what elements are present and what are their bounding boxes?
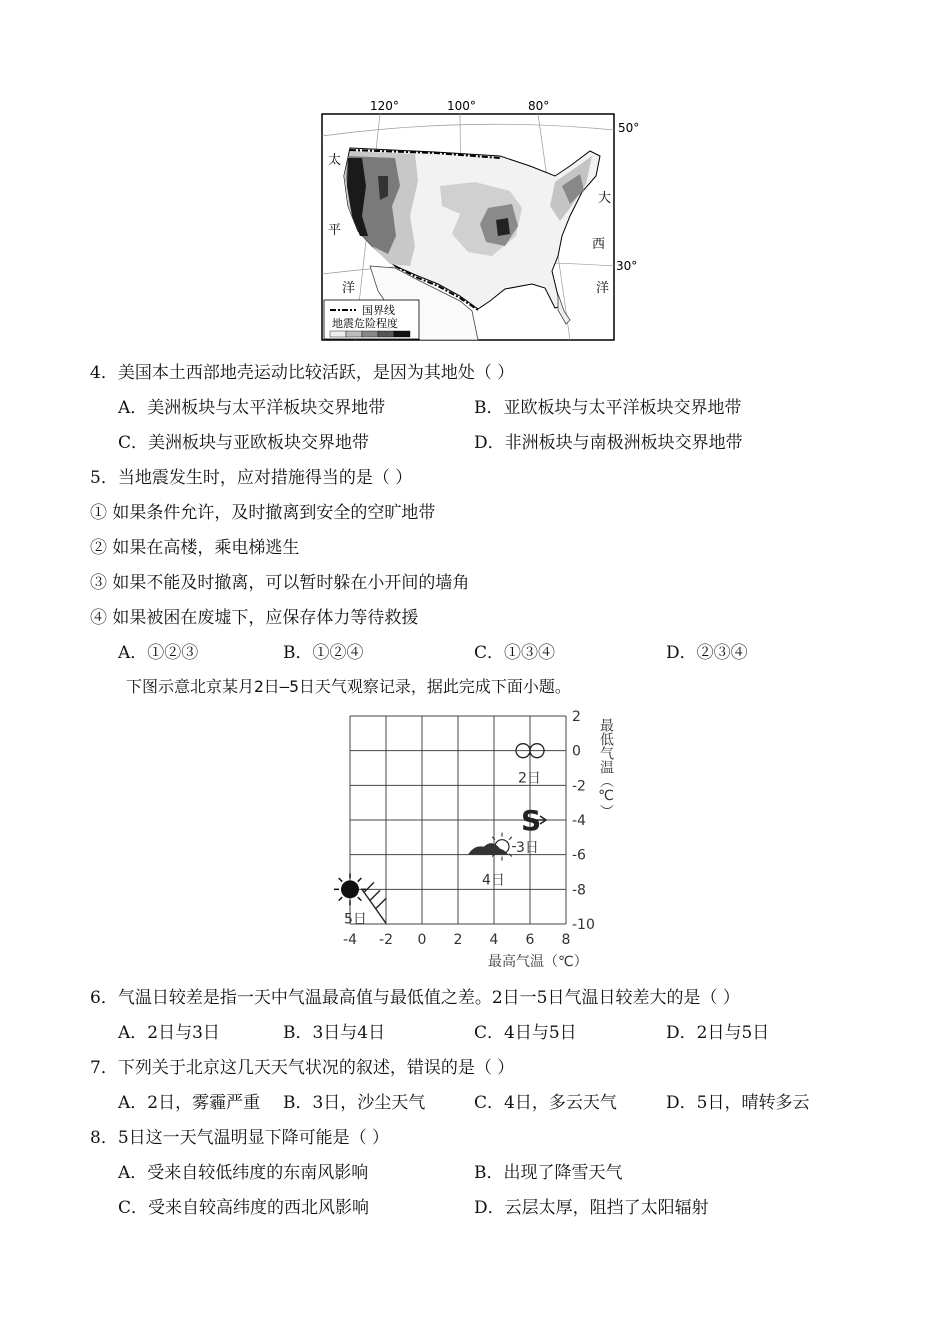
day-label: 5日 [344,911,367,928]
q4-option-d: D．非洲板块与南极洲板块交界地带 [474,433,743,453]
q5-item-4: ④ 如果被困在废墟下，应保存体力等待救援 [90,608,419,628]
lat-label-30: 30° [616,259,638,273]
x-tick-label: -4 [343,932,357,948]
atlantic-label-1: 大 [598,191,612,206]
q4-stem: 4．美国本土西部地壳运动比较活跃，是因为其地处（ ） [90,363,515,383]
lon-label-100: 100° [447,99,476,113]
us-earthquake-map [300,96,645,346]
sandstorm-icon: S [521,804,542,837]
y-axis-label: 最低气温（℃） [598,718,614,818]
wind-barb [376,898,386,908]
q4-option-a: A．美洲板块与太平洋板块交界地带 [118,398,386,418]
day-label: 3日 [516,840,539,856]
sun-ray [358,897,362,901]
y-tick-label: -4 [572,813,586,829]
sun-ray [358,878,362,882]
q7-option-a: A．2日，雾霾严重 [118,1093,261,1113]
y-tick-label: -8 [572,882,586,899]
data-point-4日 [468,833,516,889]
q5-option-b: B．①②④ [283,643,364,663]
day-label: 4日 [482,872,505,889]
y-tick-label: -2 [572,778,586,795]
q7-option-b: B．3日，沙尘天气 [283,1093,426,1113]
wind-barb [370,890,380,900]
sun-icon [341,880,359,898]
pacific-label-2: 平 [328,223,342,238]
x-tick-label: 2 [453,932,463,948]
atlantic-label-2: 西 [592,237,606,252]
q5-option-a: A．①②③ [118,643,199,663]
legend-hazard-label: 地震危险程度 [332,317,398,330]
q6-option-c: C．4日与5日 [474,1023,577,1043]
sun-ray [509,837,512,840]
y-tick-label: 0 [572,743,581,760]
lon-label-120: 120° [370,99,399,113]
legend-border-label: 国界线 [362,304,395,317]
pacific-label-1: 太 [328,153,342,168]
q5-stem: 5．当地震发生时，应对措施得当的是（ ） [90,468,413,488]
q5-option-d: D．②③④ [666,643,748,663]
q5-item-1: ① 如果条件允许，及时撤离到安全的空旷地带 [90,503,436,523]
q5-item-3: ③ 如果不能及时撤离，可以暂时躲在小开间的墙角 [90,573,470,593]
q4-option-b: B．亚欧板块与太平洋板块交界地带 [474,398,742,418]
x-tick-label: 0 [417,932,427,948]
q8-stem: 8．5日这一天气温明显下降可能是（ ） [90,1128,390,1148]
q5-option-c: C．①③④ [474,643,556,663]
y-tick-label: 2 [572,709,581,725]
pacific-label-3: 洋 [342,281,356,296]
atlantic-label-3: 洋 [596,281,610,296]
weather-chart [330,700,630,978]
q7-option-c: C．4日，多云天气 [474,1093,617,1113]
q6-stem: 6．气温日较差是指一天中气温最高值与最低值之差。2日一5日气温日较差大的是（ ） [90,988,740,1008]
q6-option-a: A．2日与3日 [118,1023,220,1043]
x-tick-label: 4 [489,932,499,948]
x-axis-label: 最高气温（℃） [488,954,588,970]
q6-option-b: B．3日与4日 [283,1023,386,1043]
lat-label-50: 50° [618,121,640,135]
sun-ray [339,878,343,882]
q4-option-c: C．美洲板块与亚欧板块交界地带 [118,433,370,453]
x-tick-label: -2 [379,932,393,948]
lon-label-80: 80° [528,99,550,113]
x-tick-label: 8 [561,932,571,948]
q8-option-d: D．云层太厚，阻挡了太阳辐射 [474,1198,709,1218]
q5-item-2: ② 如果在高楼，乘电梯逃生 [90,538,300,558]
y-tick-label: -6 [572,847,586,864]
q8-option-c: C．受来自较高纬度的西北风影响 [118,1198,370,1218]
map-legend [324,300,419,339]
data-point-3日 [516,804,546,856]
x-tick-label: 6 [525,932,535,948]
data-point-5日 [334,873,386,927]
sun-ray [339,897,343,901]
y-tick-label: -10 [572,917,595,933]
day-label: 2日 [518,770,541,787]
q7-option-d: D．5日，晴转多云 [666,1093,810,1113]
q8-option-b: B．出现了降雪天气 [474,1163,623,1183]
wind-barb [364,882,374,892]
chart-intro: 下图示意北京某月2日—5日天气观察记录，据此完成下面小题。 [126,677,571,696]
weather-chart-figure [330,700,630,978]
q6-option-d: D．2日与5日 [666,1023,770,1043]
q8-option-a: A．受来自较低纬度的东南风影响 [118,1163,369,1183]
us-earthquake-map-figure [300,96,645,346]
q7-stem: 7．下列关于北京这几天天气状况的叙述，错误的是（ ） [90,1058,515,1078]
